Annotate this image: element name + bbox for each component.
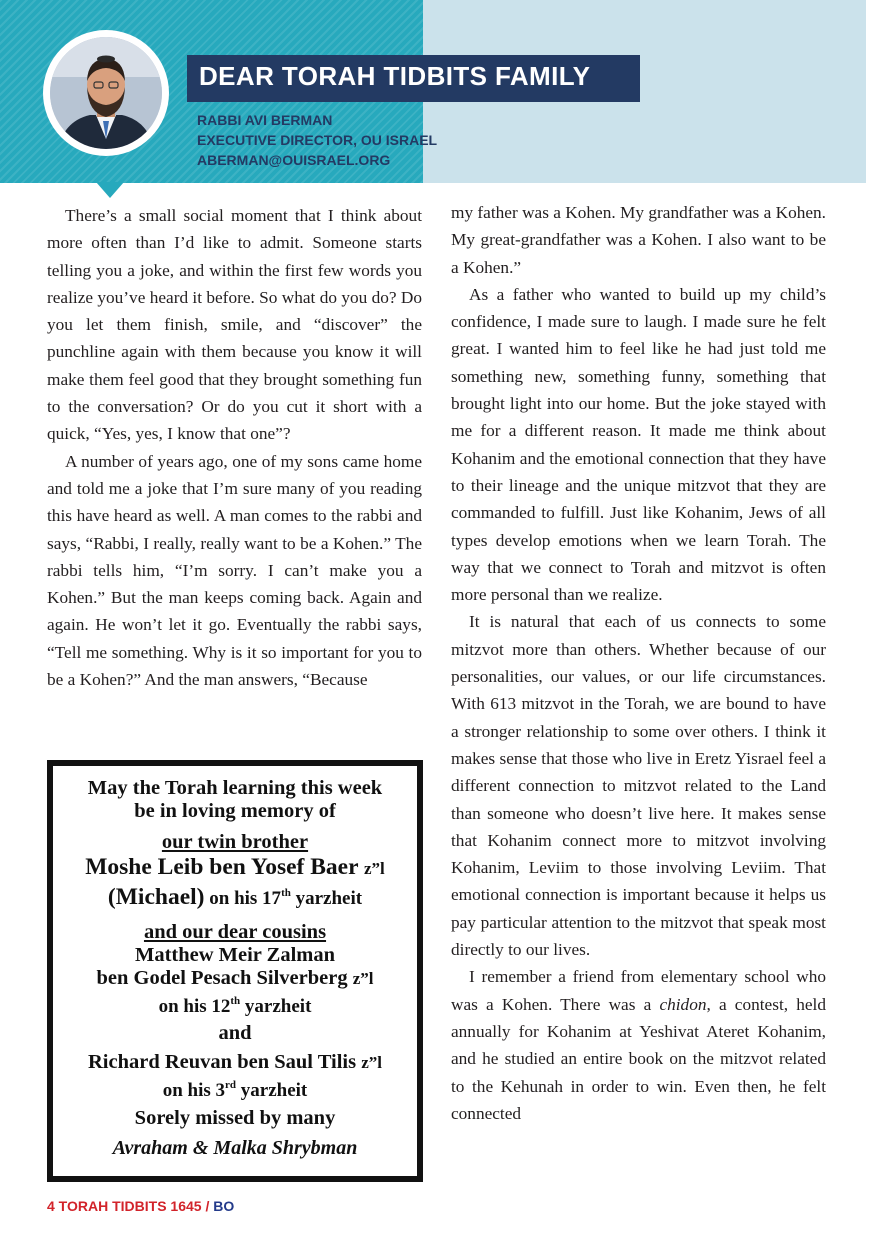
memorial-yarzheit-text: on his 17	[204, 887, 282, 909]
memorial-name-line	[53, 854, 417, 882]
memorial-yarzheit-line	[53, 990, 417, 1018]
memorial-line: and our dear cousins	[143, 920, 327, 943]
memorial-line: May the Torah learning this week	[87, 777, 383, 799]
memorial-name: Richard Reuvan ben Saul Tilis	[87, 1050, 357, 1073]
article-left-column	[47, 202, 422, 693]
footer-separator: /	[201, 1198, 214, 1214]
memorial-name-line	[53, 1051, 417, 1074]
memorial-yarzheit-word: yarzheit	[236, 1079, 308, 1101]
article-text: I remember a friend from elementary school who was a Kohen. There was a	[451, 967, 826, 1014]
header-notch	[96, 182, 124, 198]
author-block	[197, 110, 437, 170]
memorial-yarzheit-word: yarzheit	[240, 995, 312, 1017]
memorial-name: ben Godel Pesach Silverberg	[96, 966, 348, 989]
article-right-column	[451, 199, 826, 1127]
article-text: , a contest, held annually for Kohanim at Yeshivat Ateret Kohanim, and he studied an entire book on the mitzvot related to the Kehunah in order to win. Even then, he felt connected	[451, 994, 826, 1123]
article-paragraph: As a father who wanted to build up my child’s confidence, I made sure to laugh. I made sure he felt great. I wanted him to feel like he had just told me something new, something funny, something that brought light into our home. But the joke stayed with me for a different reason. It made me think about Kohanim and the emotional connection that they have to their lineage and the unique mitzvot that they are commanded to fulfill. Just like Kohanim, Jews of all types develop emotions when we learn Torah. The way that we connect to Torah and mitzvot is often more personal than we realize.	[451, 284, 826, 605]
article-paragraph: There’s a small social moment that I think about more often than I’d like to admit. Someone starts telling you a joke, and within the first few words you realize you’ve heard it before. So what do you do? Do you let them finish, smile, and “discover” the punchline again with them because you know it will make them feel good that they brought something fun to the conversation? Or do you cut it short with a quick, “Yes, yes, I know that one”?	[47, 206, 422, 444]
author-name: RABBI AVI BERMAN	[197, 112, 333, 128]
memorial-yarzheit-line	[53, 1074, 417, 1102]
page-footer	[47, 1198, 234, 1214]
article-paragraph: A number of years ago, one of my sons came home and told me a joke that I’m sure many of you reading this have heard as well. A man comes to the rabbi and says, “Rabbi, I really, really want to be a Kohen.” The rabbi tells him, “I’m sorry. I can’t make you a Kohen.” But the man keeps coming back. Again and again. He won’t let it go. Eventually the rabbi says, “Tell me something. Why is it so important for you to be a Kohen?” And the man answers, “Because	[47, 451, 422, 690]
memorial-ordinal: rd	[225, 1078, 237, 1091]
memorial-zl: z”l	[361, 1052, 382, 1072]
memorial-zl: z”l	[363, 859, 385, 878]
footer-parsha: BO	[213, 1198, 235, 1214]
author-email[interactable]: ABERMAN@OUISRAEL.ORG	[197, 152, 391, 168]
memorial-yarzheit-line	[53, 882, 417, 911]
memorial-signature: Avraham & Malka Shrybman	[112, 1137, 358, 1160]
memorial-yarzheit-word: yarzheit	[290, 887, 363, 909]
memorial-yarzheit-text: on his 3	[162, 1079, 226, 1101]
header-title-banner	[187, 55, 640, 102]
author-photo	[50, 37, 162, 149]
memorial-line: be in loving memory of	[134, 800, 336, 822]
memorial-line: our twin brother	[161, 831, 309, 853]
memorial-name: Moshe Leib ben Yosef Baer	[85, 854, 359, 880]
article-paragraph: It is natural that each of us connects to some mitzvot more than others. Whether because of our personalities, our values, or our life circumstances. With 613 mitzvot in the Torah, we are bound to have a stronger relationship to some over others. I think it makes sense that those who live in Eretz Yisrael feel a different connection to mitzvot related to the Land than someone who doesn’t live here. It makes sense that Kohanim connect more to mitzvot involving Kohanim, Leviim to those involving Leviim. That emotional connection is important because it helps us pay particular attention to the mitzvot that speak most directly to our lives.	[451, 612, 826, 960]
article-italic-term: chidon	[659, 994, 707, 1014]
memorial-ordinal: th	[230, 994, 241, 1007]
memorial-ordinal: th	[281, 887, 291, 899]
memorial-line: and	[218, 1021, 252, 1044]
footer-page-label: 4 TORAH TIDBITS 1645	[47, 1198, 202, 1214]
memorial-line: Sorely missed by many	[134, 1107, 336, 1130]
author-role: EXECUTIVE DIRECTOR, OU ISRAEL	[197, 132, 438, 148]
article-paragraph: my father was a Kohen. My grandfather was a Kohen. My great-grandfather was a Kohen. I also want to be a Kohen.”	[451, 203, 826, 277]
memorial-yarzheit-text: on his 12	[158, 995, 231, 1017]
memorial-dedication-box	[47, 760, 423, 1182]
memorial-zl: z”l	[352, 968, 374, 988]
author-portrait-icon	[50, 37, 162, 149]
memorial-name: Matthew Meir Zalman	[134, 943, 336, 966]
article-paragraph	[451, 963, 826, 1127]
memorial-name: (Michael)	[107, 883, 205, 910]
header-title: DEAR TORAH TIDBITS FAMILY	[199, 61, 591, 91]
memorial-name-line	[53, 967, 417, 990]
